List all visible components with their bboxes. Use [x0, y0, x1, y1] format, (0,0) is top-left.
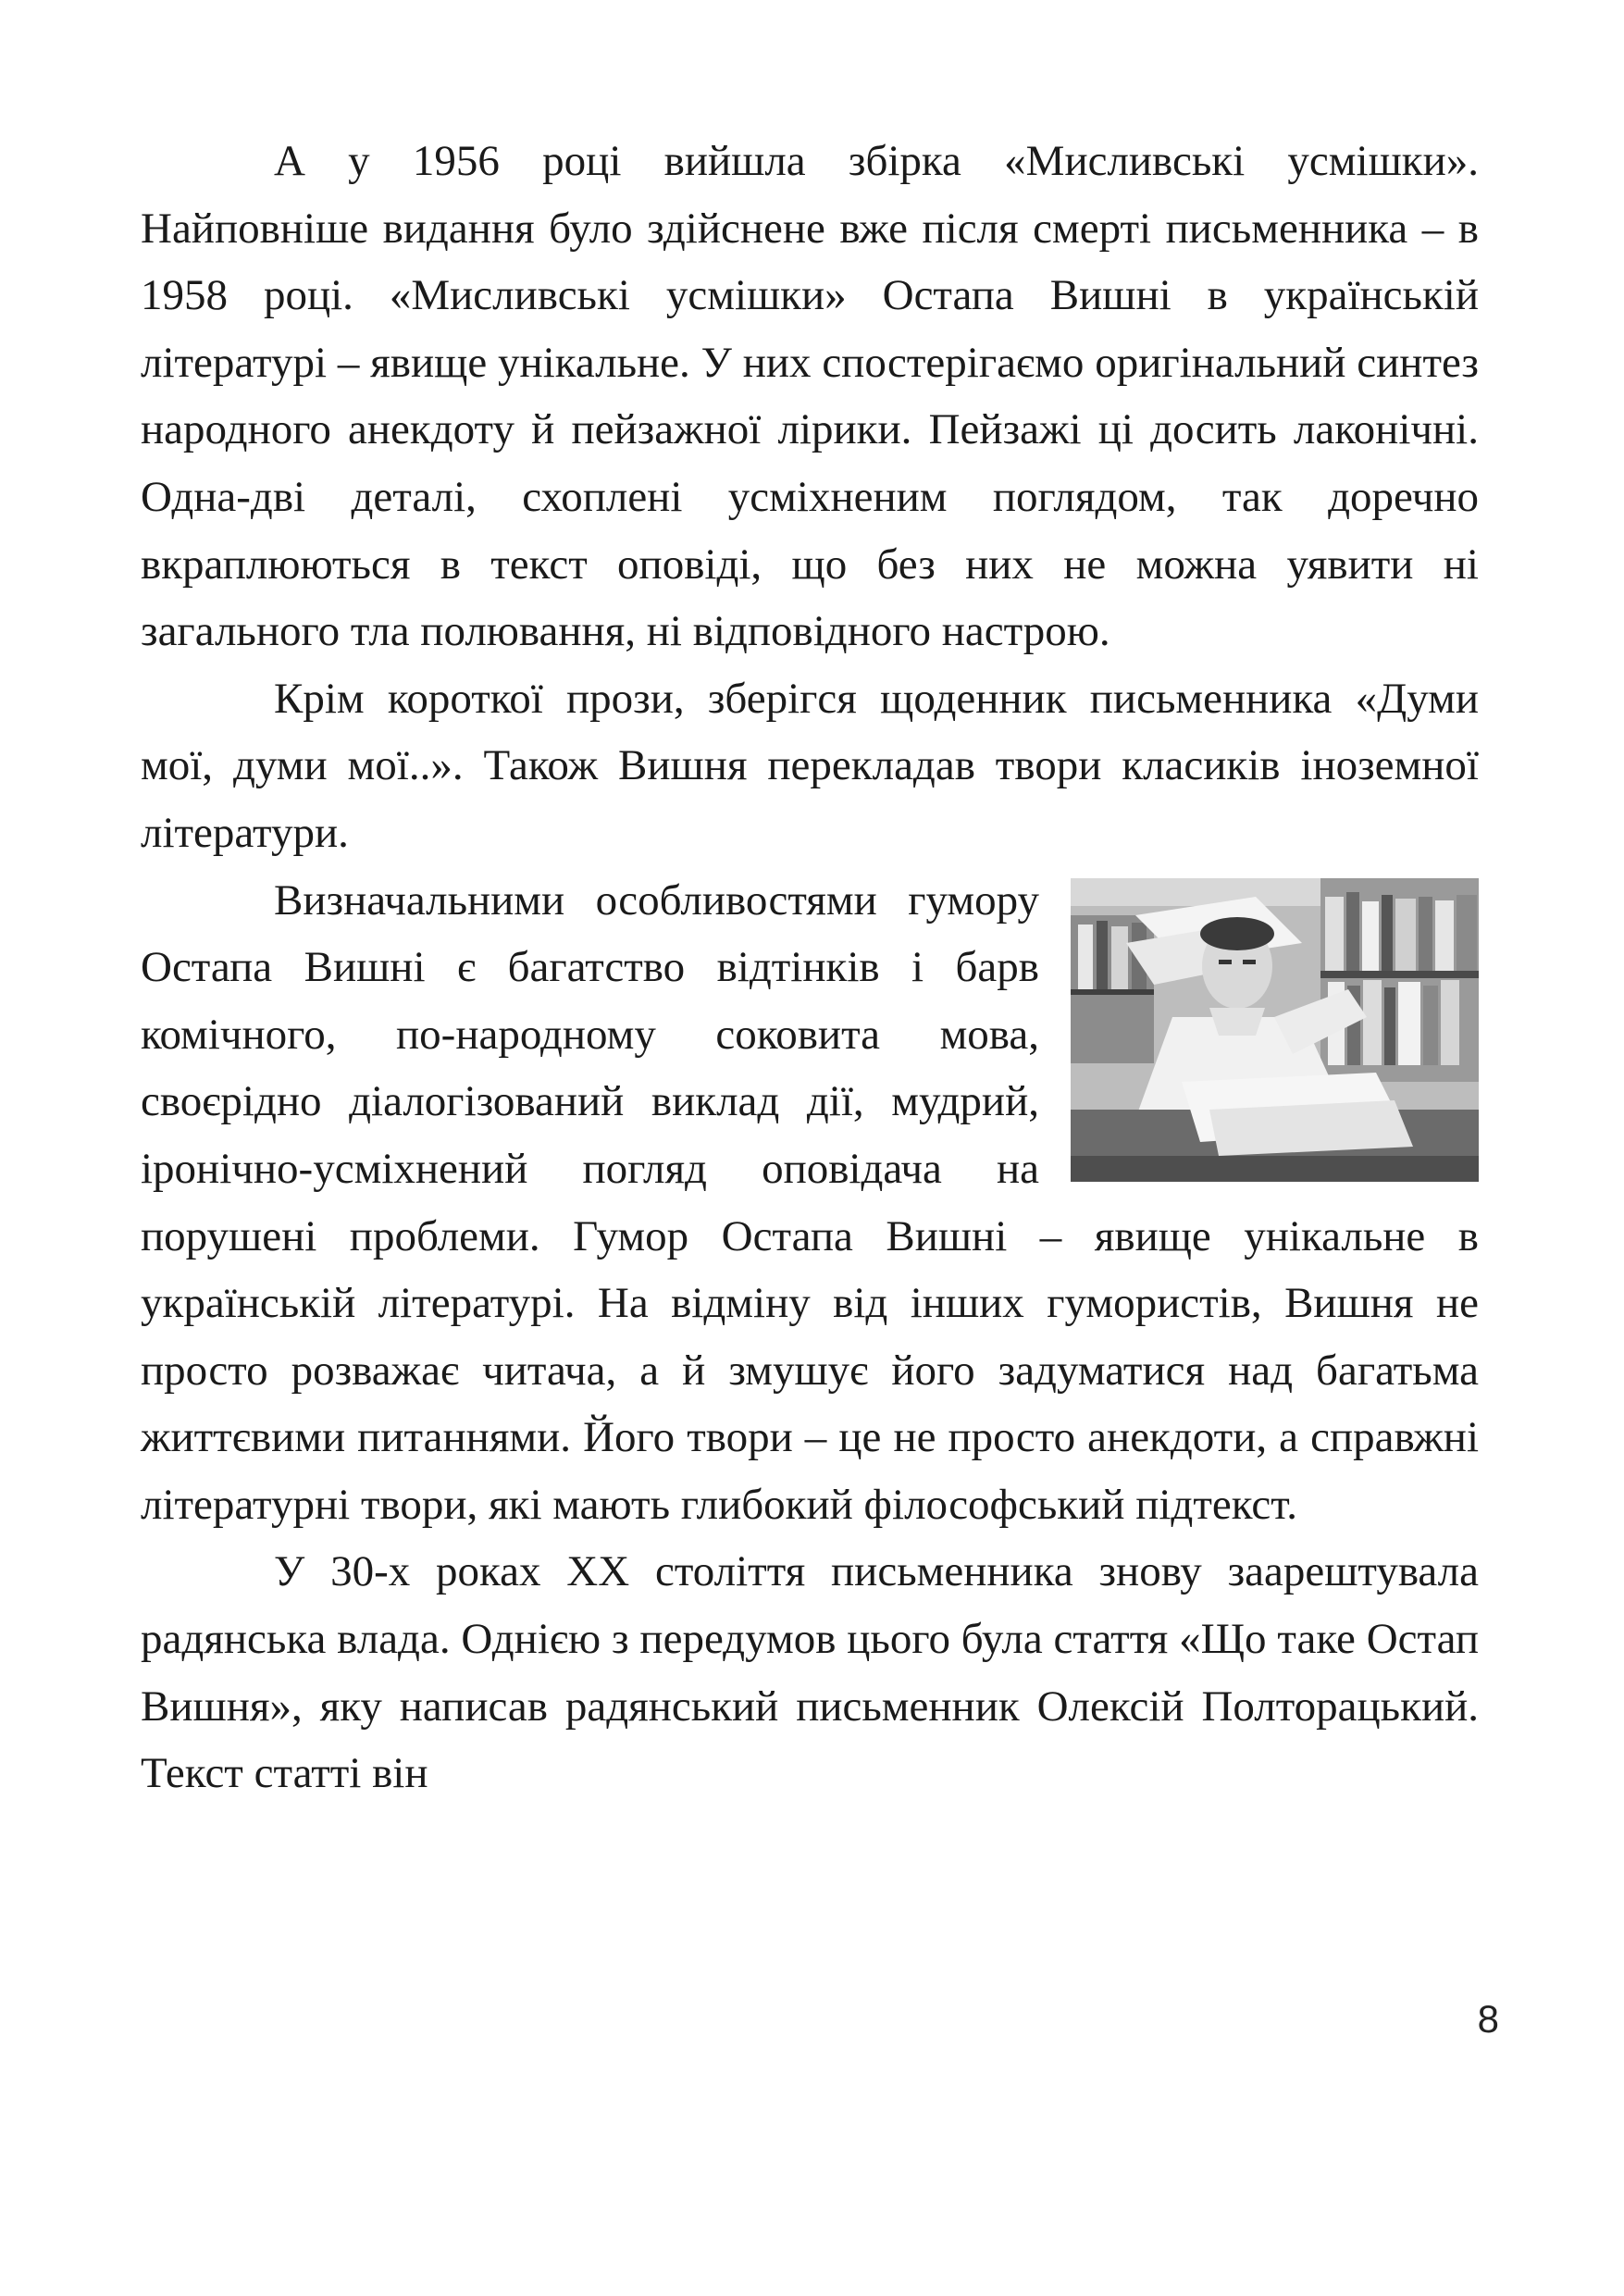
- paragraph-3: Визначальними особливостями гумору Остапа Вишні є багатство відтінків і барв комічного, по-народному соковита мова, своєрідно діалогізований виклад дії, мудрий, іронічно-усміхнений погляд оповідача на порушені проблеми. Гумор Остапа Вишні – явище унікальне в українській літературі. На відміну від інших гумористів, Вишня не просто розважає читача, а й змушує його задуматися над багатьма життєвими питаннями. Його твори – це не просто анекдоти, а справжні літературні твори, які мають глибокий філософський підтекст.: [141, 875, 1479, 1529]
- body-text: [141, 128, 1479, 1807]
- paragraph-1: А у 1956 році вийшла збірка «Мисливські усмішки». Найповніше видання було здійснене вже після смерті письменника – в 1958 році. «Мисливські усмішки» Остапа Вишні в українській літературі – явище унікальне. У них спостерігаємо оригінальний синтез народного анекдоту й пейзажної лірики. Пейзажі ці досить лаконічні. Одна-дві деталі, схоплені усміхненим поглядом, так доречно вкраплюються в текст оповіді, що без них не можна уявити ні загального тла полювання, ні відповідного настрою.: [141, 137, 1479, 656]
- paragraph-2: Крім короткої прози, зберігся щоденник письменника «Думи мої, думи мої..». Також Вишня перекладав твори класиків іноземної літератури.: [141, 674, 1479, 857]
- paragraph-4: У 30-х роках ХХ століття письменника знову заарештувала радянська влада. Однією з передумов цього була стаття «Що таке Остап Вишня», яку написав радянський письменник Олексій Полторацький. Текст статті він: [141, 1547, 1479, 1798]
- page-number: 8: [1477, 1997, 1499, 2041]
- author-photo: [1071, 878, 1479, 1182]
